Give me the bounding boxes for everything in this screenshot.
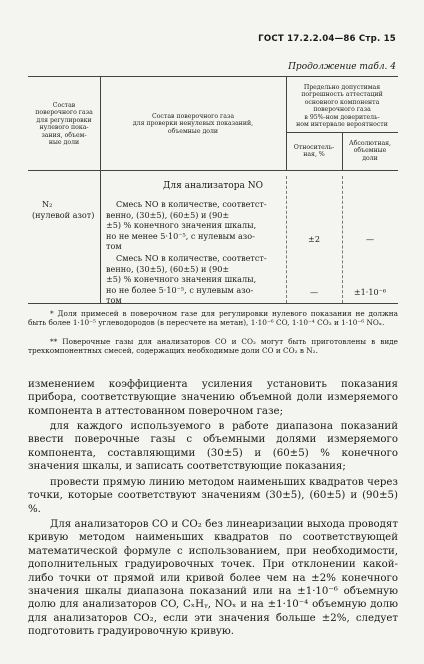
- paragraph-2: для каждого используемого в работе диапазона показаний ввести поверочные газы с объемными долями измеряемого компонента, составляющими (30±5) и (60±5) % конечного значения шкалы, и записать соответствующие показания;: [28, 421, 398, 473]
- absolute-error-value: ±1·10⁻⁶: [353, 287, 387, 297]
- column-header-zero-gas: Состав поверочного газа для регулировки нулевого пока- зания, объем- ные доли: [35, 102, 93, 147]
- column-header-span-gas: Состав поверочного газа для проверки ненулевых показаний, объемные доли: [132, 113, 254, 135]
- footnote-1: * Доля примесей в поверочном газе для регулировки нулевого показания не должна быть более 1·10⁻⁵ углеводородов (в пересчете на метан), 1·10⁻⁶ CO, 1·10⁻⁴ CO₂ и 1·10⁻⁶ NOₓ.: [28, 309, 398, 328]
- table-divider: [286, 132, 398, 133]
- column-header-absolute-error: Абсолютная, объемные доли: [348, 140, 392, 162]
- span-gas-mix-high: Смесь NO в количестве, соответст- венно, (30±5), (60±5) и (90± ±5) % конечного значения шкалы, но не менее 5·10⁻⁵, с нулевым азо- том: [106, 199, 267, 252]
- absolute-error-dash: —: [365, 234, 375, 244]
- column-header-relative-error: Относитель- ная, %: [293, 144, 335, 159]
- span-gas-mix-low: Смесь NO в количестве, соответст- венно, (30±5), (60±5) и (90± ±5) % конечного значения шкалы, но не более 5·10⁻⁵, с нулевым азо- том: [106, 253, 267, 306]
- table-header-rule: [28, 170, 398, 171]
- relative-error-dash: —: [309, 287, 319, 297]
- paragraph-1: изменением коэффициента усиления установить показания прибора, соответствующие значению объемной доли измеряемого компонента в аттестованном поверочном газе;: [28, 379, 398, 417]
- table-continuation-label: Продолжение табл. 4: [288, 62, 396, 72]
- column-header-error-limits: Предельно допустимая погрешность аттестаций основного компонента поверочного газа в 95%-ном доверитель- ном интервале вероятности: [296, 84, 388, 129]
- paragraph-3: провести прямую линию методом наименьших квадратов через точки, которые соответствуют значениям (30±5), (60±5) и (90±5) %.: [28, 477, 398, 515]
- footnote-2: ** Поверочные газы для анализаторов CO и CO₂ могут быть приготовлены в виде трехкомпонентных смесей, содержащих необходимые доли CO и CO₂ в N₂.: [28, 337, 398, 356]
- section-title: Для анализатора NO: [163, 181, 263, 191]
- paragraph-4: Для анализаторов CO и CO₂ без линеаризации выхода проводят кривую методом наименьших квадратов по соответствующей математической формуле с использованием, при необходимости, дополнительных градуировочных точек. При отклонении какой-либо точки от прямой или кривой более чем на ±2% конечного значения шкалы диапазона показаний или на ±1·10⁻⁶ объемную долю для анализаторов CO, CₓHᵧ, NOₓ и на ±1·10⁻⁴ объемную долю для анализаторов CO₂, если эти значения больше ±2%, следует подготовить градуировочную кривую.: [28, 519, 398, 638]
- data-table: [28, 76, 398, 304]
- relative-error-value: ±2: [308, 234, 320, 244]
- page-header: ГОСТ 17.2.2.04—86 Стр. 15: [258, 34, 396, 44]
- zero-gas-name: N₂ (нулевой азот): [32, 199, 95, 220]
